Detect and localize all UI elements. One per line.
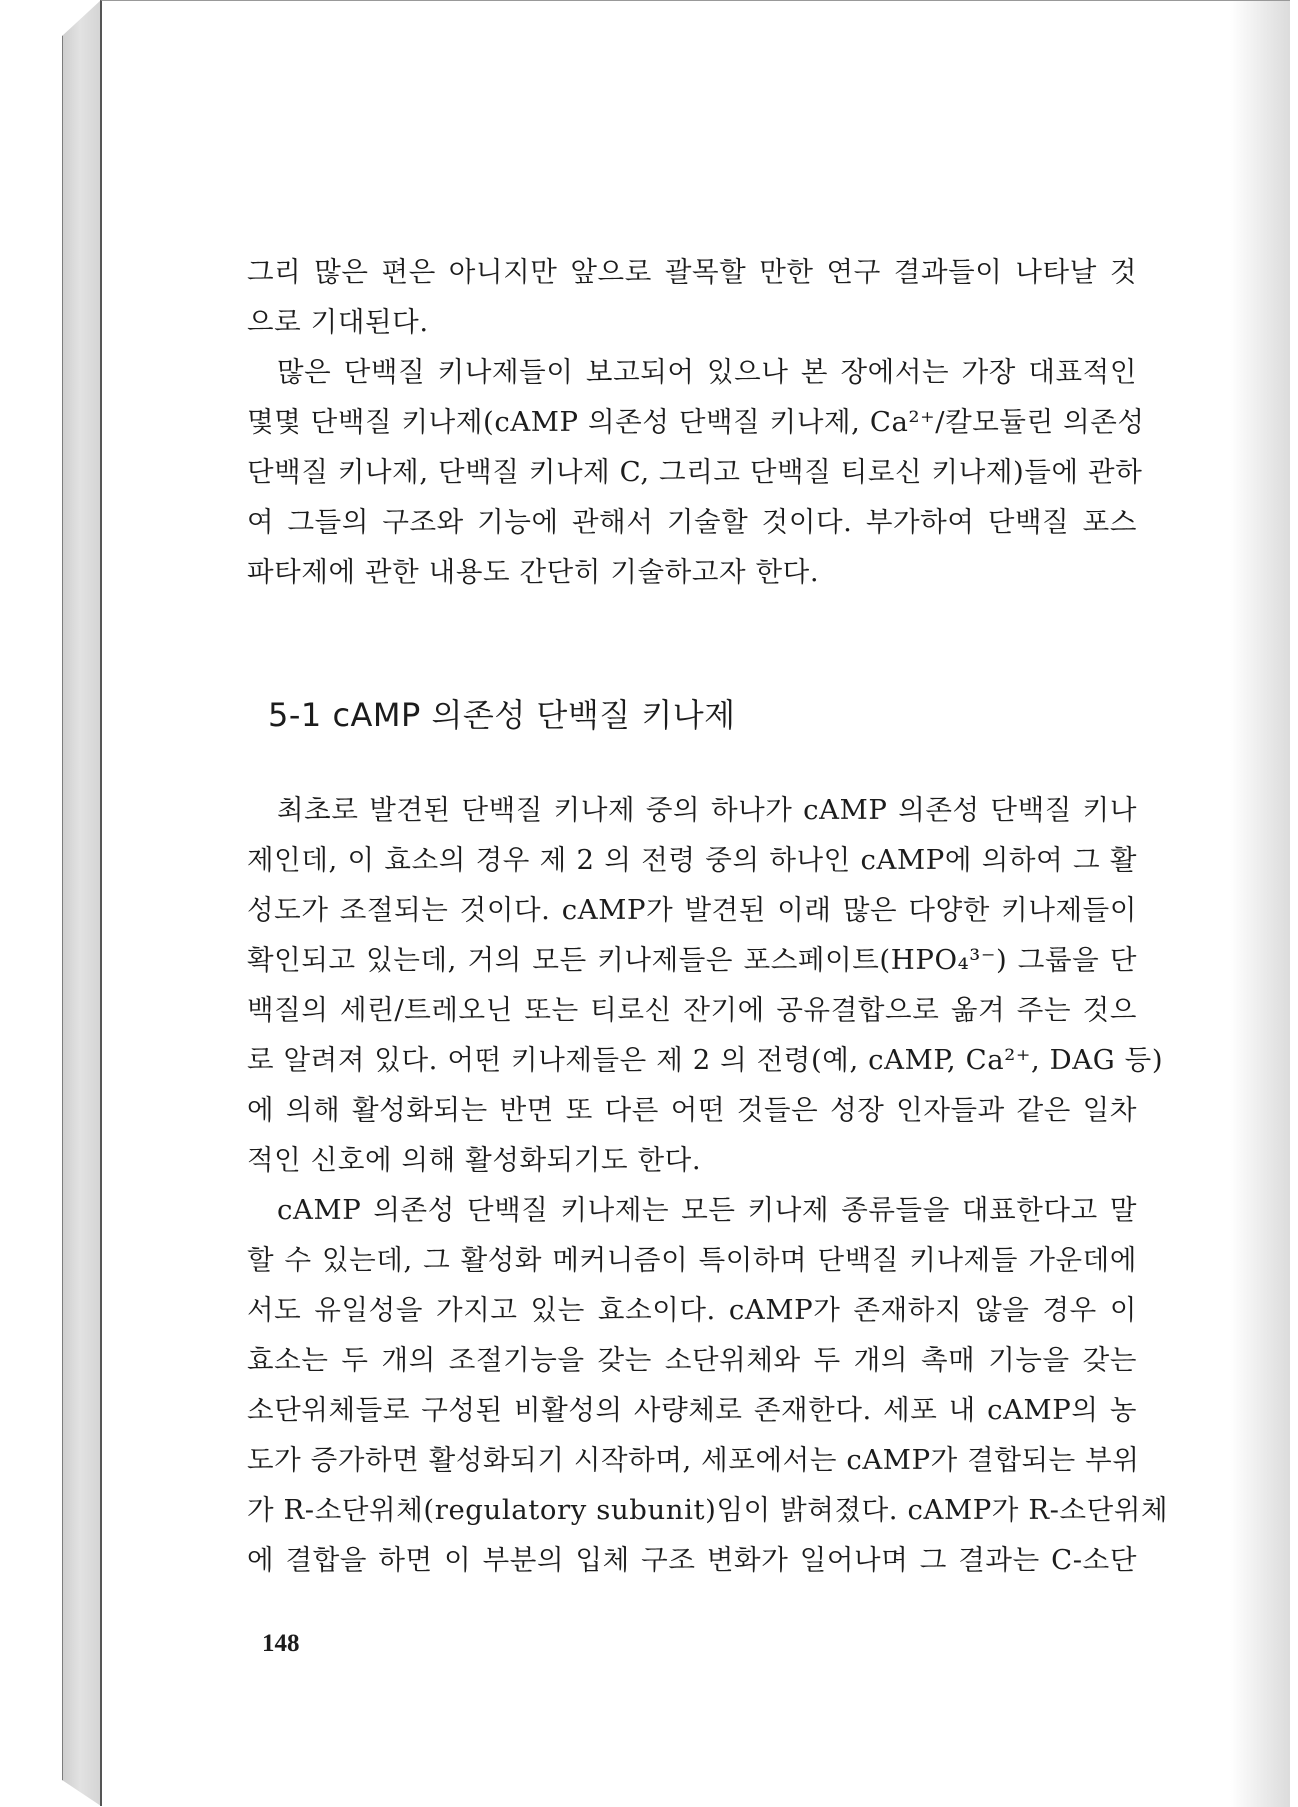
text-line: 서도 유일성을 가지고 있는 효소이다. cAMP가 존재하지 않을 경우 이 xyxy=(247,1294,1137,1326)
text-line: 으로 기대된다. xyxy=(247,306,429,338)
text-line: 여 그들의 구조와 기능에 관해서 기술할 것이다. 부가하여 단백질 포스 xyxy=(247,506,1137,538)
section-heading: 5-1 cAMP 의존성 단백질 키나제 xyxy=(268,696,736,734)
text-line: 에 결합을 하면 이 부분의 입체 구조 변화가 일어나며 그 결과는 C-소단 xyxy=(247,1544,1137,1576)
text-line: 할 수 있는데, 그 활성화 메커니즘이 특이하며 단백질 키나제들 가운데에 xyxy=(247,1244,1137,1276)
text-line: 적인 신호에 의해 활성화되기도 한다. xyxy=(247,1144,702,1176)
text-line: 최초로 발견된 단백질 키나제 중의 하나가 cAMP 의존성 단백질 키나 xyxy=(277,794,1137,826)
text-line: 로 알려져 있다. 어떤 키나제들은 제 2 의 전령(예, cAMP, Ca²⁺, DAG 등) xyxy=(247,1044,1164,1076)
text-line: 성도가 조절되는 것이다. cAMP가 발견된 이래 많은 다양한 키나제들이 xyxy=(247,894,1137,926)
overview-paragraph xyxy=(247,347,1145,597)
text-line: 많은 단백질 키나제들이 보고되어 있으나 본 장에서는 가장 대표적인 xyxy=(277,356,1137,388)
text-line: 제인데, 이 효소의 경우 제 2 의 전령 중의 하나인 cAMP에 의하여 그 활 xyxy=(247,844,1137,876)
spine-edge xyxy=(62,36,63,1780)
text-line: 파타제에 관한 내용도 간단히 기술하고자 한다. xyxy=(247,556,820,588)
text-line: 가 R-소단위체(regulatory subunit)임이 밝혀졌다. cAMP가 R-소단위체 xyxy=(247,1494,1169,1526)
text-line: 단백질 키나제, 단백질 키나제 C, 그리고 단백질 티로신 키나제)들에 관하 xyxy=(247,456,1143,488)
text-line: cAMP 의존성 단백질 키나제는 모든 키나제 종류들을 대표한다고 말 xyxy=(277,1194,1137,1226)
book-spine xyxy=(62,0,101,1806)
page-edge-shadow xyxy=(1230,1,1290,1807)
intro-paragraph xyxy=(247,247,1137,347)
text-line: 도가 증가하면 활성화되기 시작하며, 세포에서는 cAMP가 결합되는 부위 xyxy=(247,1444,1140,1476)
section-paragraph-1 xyxy=(247,785,1164,1185)
text-line: 효소는 두 개의 조절기능을 갖는 소단위체와 두 개의 촉매 기능을 갖는 xyxy=(247,1344,1137,1376)
text-line: 확인되고 있는데, 거의 모든 키나제들은 포스페이트(HPO₄³⁻) 그룹을 단 xyxy=(247,944,1137,976)
text-line: 몇몇 단백질 키나제(cAMP 의존성 단백질 키나제, Ca²⁺/칼모듈린 의존성 xyxy=(247,406,1145,438)
section-paragraph-2 xyxy=(247,1185,1169,1585)
text-line: 소단위체들로 구성된 비활성의 사량체로 존재한다. 세포 내 cAMP의 농 xyxy=(247,1394,1137,1426)
text-line: 백질의 세린/트레오닌 또는 티로신 잔기에 공유결합으로 옮겨 주는 것으 xyxy=(247,994,1137,1026)
page-number: 148 xyxy=(262,1630,300,1657)
text-line: 에 의해 활성화되는 반면 또 다른 어떤 것들은 성장 인자들과 같은 일차 xyxy=(247,1094,1137,1126)
text-line: 그리 많은 편은 아니지만 앞으로 괄목할 만한 연구 결과들이 나타날 것 xyxy=(247,256,1137,288)
